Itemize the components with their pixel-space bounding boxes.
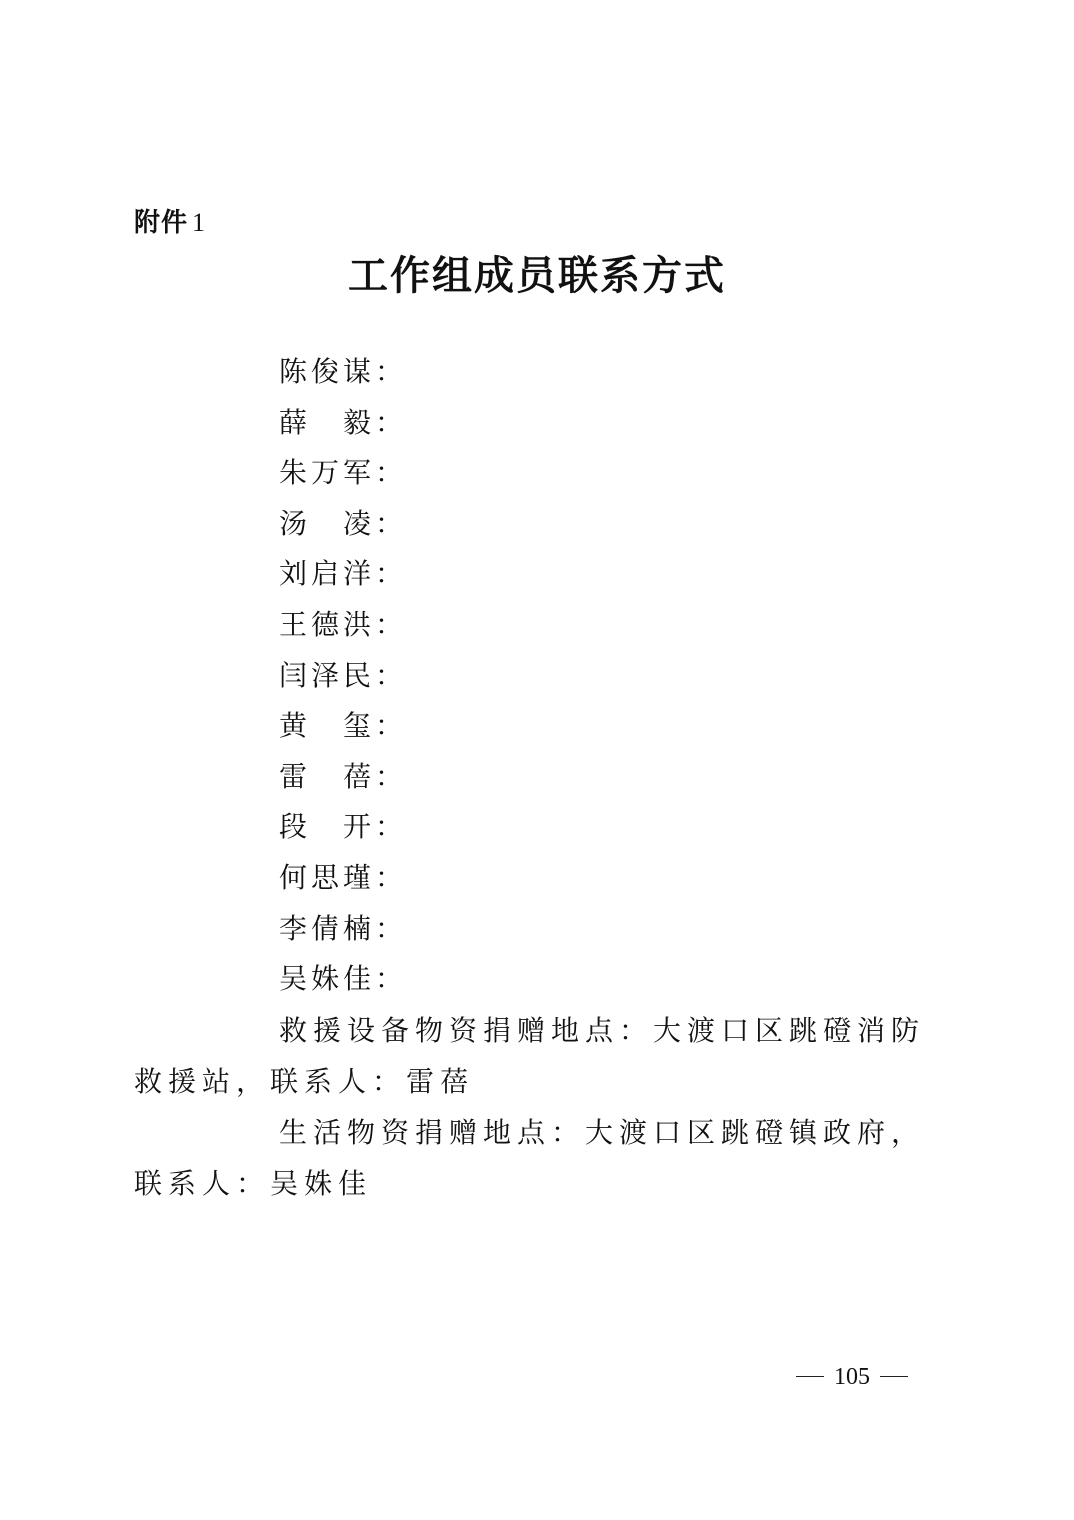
member-entry: 薛 毅：	[279, 405, 408, 439]
equipment-donation-paragraph: 救援设备物资捐赠地点：大渡口区跳磴消防救援站，联系人：雷蓓	[134, 1014, 926, 1098]
footer-dash-right	[880, 1376, 908, 1377]
member-entry: 何思瑾：	[279, 860, 408, 894]
member-entry: 雷 蓓：	[279, 759, 408, 793]
member-entry: 王德洪：	[279, 607, 408, 641]
page-footer	[786, 1364, 918, 1391]
page-number: 105	[834, 1364, 870, 1390]
attachment-number: 1	[192, 208, 207, 237]
footer-dash-left	[796, 1376, 824, 1377]
supplies-donation-paragraph: 生活物资捐赠地点：大渡口区跳磴镇政府，联系人：吴姝佳	[134, 1116, 926, 1200]
attachment-label	[134, 202, 206, 239]
member-entry: 朱万军：	[279, 456, 408, 490]
member-entry: 李倩楠：	[279, 911, 408, 945]
member-entry: 段 开：	[279, 810, 408, 844]
member-list	[279, 352, 407, 1010]
member-entry: 闫泽民：	[279, 658, 408, 692]
member-entry: 吴姝佳：	[279, 962, 408, 996]
attachment-text: 附件	[134, 208, 189, 238]
member-entry: 陈俊谋：	[279, 355, 408, 388]
member-entry: 汤 凌：	[279, 506, 408, 540]
page-title: 工作组成员联系方式	[348, 252, 726, 299]
member-entry: 黄 玺：	[279, 709, 408, 743]
member-entry: 刘启洋：	[279, 557, 408, 591]
